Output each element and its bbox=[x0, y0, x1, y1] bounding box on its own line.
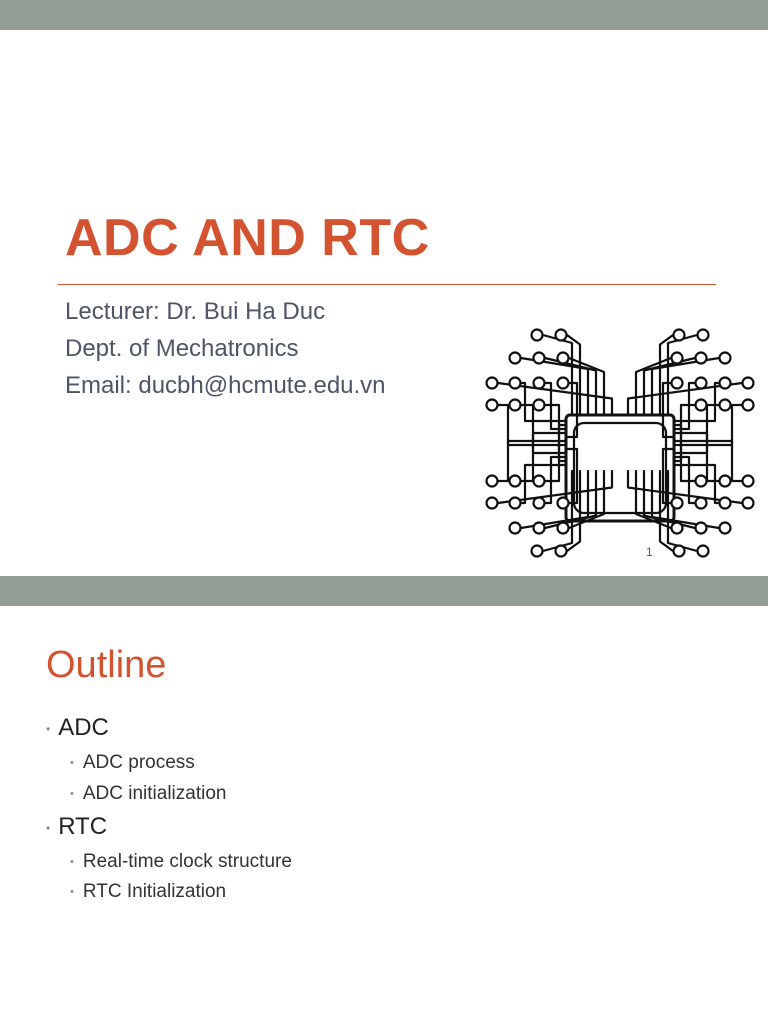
bullet-dot-icon: • bbox=[70, 787, 74, 800]
page-number: 1 bbox=[646, 545, 653, 559]
lecturer-line: Lecturer: Dr. Bui Ha Duc bbox=[65, 298, 326, 325]
slide-separator-top bbox=[0, 0, 768, 30]
bullet-dot-icon: • bbox=[70, 855, 74, 868]
sub-bullet-item bbox=[70, 851, 292, 873]
department-line: Dept. of Mechatronics bbox=[65, 335, 299, 362]
sub-bullet-label: Real-time clock structure bbox=[82, 851, 292, 872]
outline-title: Outline bbox=[46, 644, 167, 686]
sub-bullet-label: ADC process bbox=[82, 752, 195, 773]
title-divider bbox=[58, 284, 716, 285]
bullet-label: RTC bbox=[58, 813, 108, 840]
slide-title: ADC AND RTC bbox=[65, 209, 430, 267]
bullet-dot-icon: • bbox=[70, 756, 74, 769]
sub-bullet-item bbox=[70, 752, 195, 774]
bullet-label: ADC bbox=[58, 714, 109, 741]
bullet-item bbox=[46, 813, 107, 841]
bullet-dot-icon: • bbox=[70, 885, 74, 898]
sub-bullet-label: ADC initialization bbox=[82, 783, 227, 804]
slide-separator bbox=[0, 576, 768, 606]
bullet-dot-icon: • bbox=[46, 721, 51, 736]
bullet-item bbox=[46, 714, 109, 742]
title-slide bbox=[0, 30, 768, 576]
circuit-chip-icon bbox=[482, 295, 758, 573]
sub-bullet-item bbox=[70, 783, 226, 805]
sub-bullet-label: RTC Initialization bbox=[82, 881, 227, 902]
sub-bullet-item bbox=[70, 881, 226, 903]
email-line: Email: ducbh@hcmute.edu.vn bbox=[65, 372, 386, 399]
outline-slide bbox=[0, 606, 768, 1024]
bullet-dot-icon: • bbox=[46, 820, 51, 835]
